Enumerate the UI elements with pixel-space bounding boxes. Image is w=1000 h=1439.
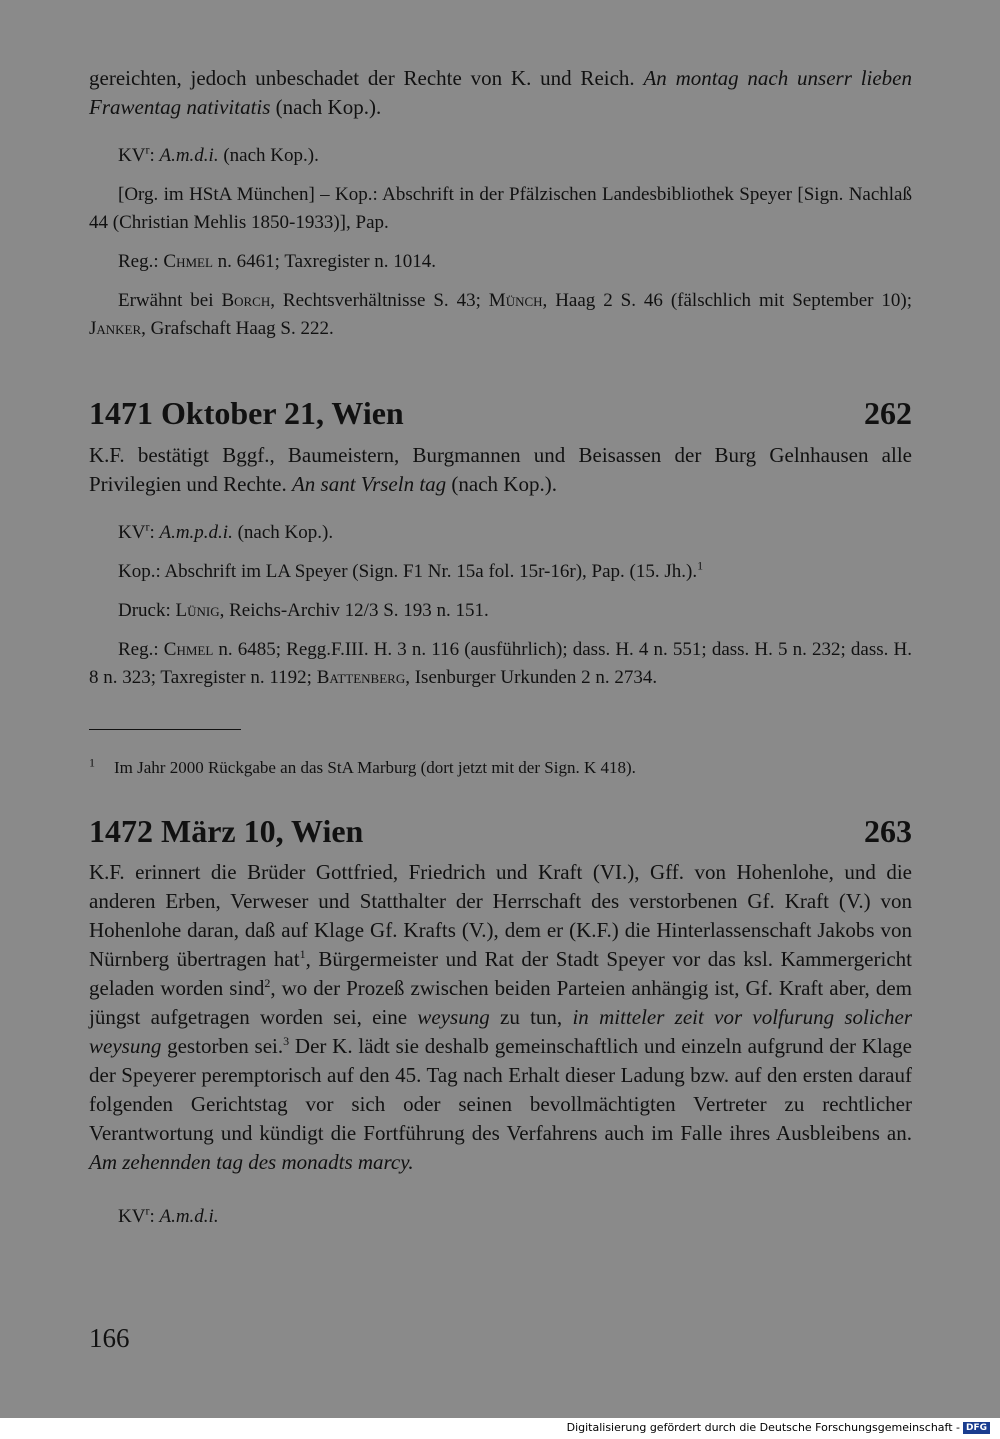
entry-number: 262 [864, 395, 912, 431]
entry-text: K.F. erinnert die Brüder Gottfried, Friedrich und Kraft (VI.), Gff. von Hohenlohe, und die anderen Erben, Verweser und Statthalter der Herrschaft des verstorbenen Gf. Kraft (V.) von Hohenlohe daran, daß auf Klage Gf. Krafts (V.), dem er (K.F.) die Hinterlassenschaft Jakobs von Nürnberg übertragen hat$^1$, Bürgermeister und Rat der Stadt Speyer vor das ksl. Kammergericht geladen worden sind$^2$, wo der Prozeß zwischen beiden Parteien anhängig ist, Gf. Kraft aber, dem jüngst aufgetragen worden sei, eine weysung zu tun, in mitteler zeit vor volfurung solicher weysung gestorben sei.$^3$ Der K. lädt sie deshalb gemeinschaftlich und einzeln aufgrund der Klage der Speyerer peremptorisch auf den 45. Tag nach Erhalt dieser Ladung bzw. auf den ersten darauf folgenden Gerichtstag vor sich oder seinen bevollmächtigten Vertreter zu rechtlicher Verantwortung und kündigt die Fortführung des Verfahrens auch im Falle ihres Ausbleibens an. Am zehennden tag des monadts marcy. [89, 860, 912, 1174]
continued-text: gereichten, jedoch unbeschadet der Rechte von K. und Reich. An montag nach unserr lieben Frawentag nativitatis (nach Kop.). [89, 66, 913, 119]
funding-text: Digitalisierung gefördert durch die Deutsche Forschungsgemeinschaft - [566, 1421, 960, 1434]
funding-footer [567, 1421, 990, 1434]
copy-line: Kop.: Abschrift im LA Speyer (Sign. F1 Nr. 15a fol. 15r-16r), Pap. (15. Jh.).$^1$ [118, 558, 704, 582]
footnote: $^1$ Im Jahr 2000 Rückgabe an das StA Marburg (dort jetzt mit der Sign. K 418). [89, 755, 636, 777]
entry-heading-262 [89, 395, 912, 432]
print-line: Druck: Lünig, Reichs-Archiv 12/3 S. 193 n. 151. [118, 600, 489, 621]
entry-heading-263 [89, 813, 912, 850]
footnote-ref: 1 [697, 558, 704, 573]
original-copy-note: [Org. im HStA München] – Kop.: Abschrift in der Pfälzischen Landesbibliothek Speyer [Sign. Nachlaß 44 (Christian Mehlis 1850-1933)], Pap. [89, 184, 912, 233]
footnote-divider [89, 729, 241, 730]
entry-262 [89, 441, 912, 692]
entry-number: 263 [864, 813, 912, 849]
regest-line: Reg.: Chmel n. 6461; Taxregister n. 1014. [118, 251, 437, 272]
entry-date: 1472 März 10, Wien [89, 813, 364, 849]
regest-line: Reg.: Chmel n. 6485; Regg.F.III. H. 3 n. 116 (ausführlich); dass. H. 4 n. 551; dass. H. 5 n. 232; dass. H. 8 n. 323; Taxregister n. 1192; Battenberg, Isenburger Urkunden 2 n. 2734. [89, 639, 912, 688]
kv-line: $KV^r$: A.m.d.i. (nach Kop.). [118, 142, 319, 166]
entry-date: 1471 Oktober 21, Wien [89, 395, 404, 431]
continued-entry [89, 64, 912, 343]
dfg-logo: DFG [963, 1422, 990, 1434]
page-number: 166 [89, 1323, 130, 1353]
kv-line: $KV^r$: A.m.d.i. [118, 1203, 219, 1227]
entry-263 [89, 858, 912, 1231]
entry-text: K.F. bestätigt Bggf., Baumeistern, Burgmannen und Beisassen der Burg Gelnhausen alle Privilegien und Rechte. An sant Vrseln tag (nach Kop.). [89, 443, 912, 496]
kv-line: $KV^r$: A.m.p.d.i. (nach Kop.). [118, 519, 334, 543]
mention-line: Erwähnt bei Borch, Rechtsverhältnisse S. 43; Münch, Haag 2 S. 46 (fälschlich mit September 10); Janker, Grafschaft Haag S. 222. [89, 290, 913, 339]
